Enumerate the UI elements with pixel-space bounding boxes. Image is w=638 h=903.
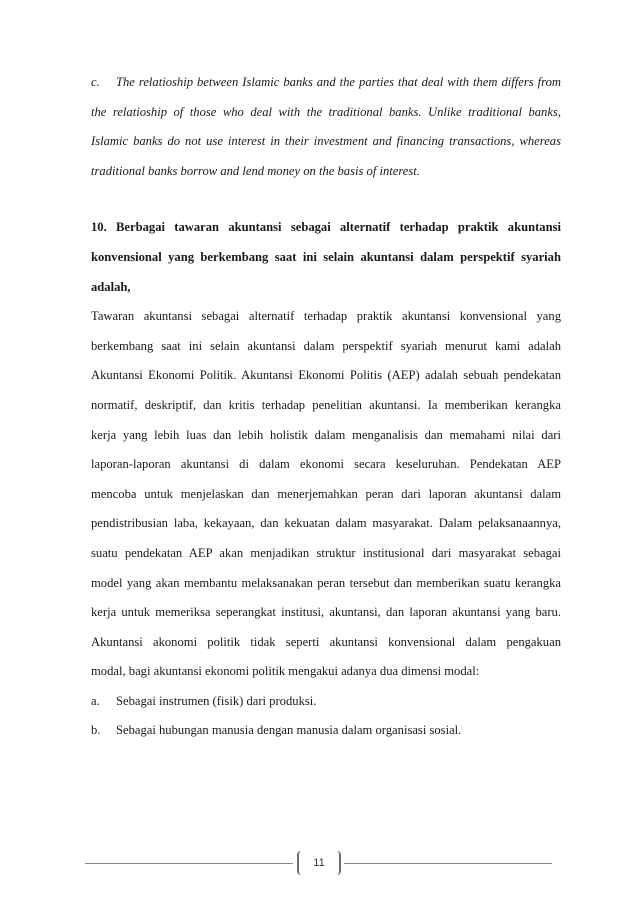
item-c-line-4: traditional banks borrow and lend money on the basis of interest. (91, 163, 420, 178)
answer-line-3: Akuntansi Ekonomi Politik. Akuntansi Ekonomi Politis (AEP) adalah sebuah pendekatan (91, 368, 561, 383)
item-c-line-1 (91, 68, 561, 98)
answer-line-12: Akuntansi akonomi politik tidak seperti akuntansi konvensional dalam pengakuan (91, 634, 561, 649)
answer-line-13: modal, bagi akuntansi ekonomi politik mengakui adanya dua dimensi modal: (91, 664, 480, 679)
item-c-marker: c. (91, 75, 100, 89)
answer-line-4: normatif, deskriptif, dan kritis terhadap penelitian akuntansi. Ia memberikan kerangka (91, 397, 561, 412)
question-10-line-2: konvensional yang berkembang saat ini selain akuntansi dalam perspektif syariah (91, 249, 561, 264)
item-c-line-2: the relatioship of those who deal with the traditional banks. Unlike traditional banks, (91, 104, 561, 119)
answer-line-1: Tawaran akuntansi sebagai alternatif terhadap praktik akuntansi konvensional yang (91, 309, 561, 324)
page-number: 11 (313, 857, 325, 869)
answer-line-6: laporan-laporan akuntansi di dalam ekonomi secara keseluruhan. Pendekatan AEP (91, 457, 561, 472)
list-item-b-marker: b. (91, 723, 101, 738)
answer-line-10: model yang akan membantu melaksanakan peran tersebut dan memberikan suatu kerangka (91, 575, 561, 590)
question-10-line-1: 10. Berbagai tawaran akuntansi sebagai alternatif terhadap praktik akuntansi (91, 220, 561, 235)
footer-rule-left (85, 863, 293, 864)
answer-line-11: kerja untuk memeriksa seperangkat institusi, akuntansi, dan laporan akuntansi yang baru. (91, 605, 561, 620)
item-c-text-1: The relatioship between Islamic banks and the parties that deal with them differs from (116, 75, 561, 89)
answer-line-5: kerja yang lebih luas dan lebih holistik dalam menganalisis dan memahami nilai dari (91, 427, 561, 442)
answer-line-2: berkembang saat ini selain akuntansi dalam perspektif syariah menurut kami adalah (91, 338, 561, 353)
item-c-line-3: Islamic banks do not use interest in their investment and financing transactions, whereas (91, 134, 561, 149)
question-10-line-3: adalah, (91, 279, 131, 294)
footer-rule-right (344, 863, 552, 864)
answer-line-7: mencoba untuk menjelaskan dan menerjemahkan peran dari laporan akuntansi dalam (91, 486, 561, 501)
list-item-b (91, 716, 561, 746)
answer-line-8: pendistribusian laba, kekayaan, dan kekuatan dalam masyarakat. Dalam pelaksanaannya, (91, 516, 561, 531)
section-gap (91, 186, 561, 213)
page-footer (0, 850, 638, 880)
list-item-b-text: Sebagai hubungan manusia dengan manusia dalam organisasi sosial. (116, 723, 462, 738)
list-item-a-marker: a. (91, 693, 100, 708)
list-item-a-text: Sebagai instrumen (fisik) dari produksi. (116, 693, 317, 708)
list-item-a (91, 687, 561, 717)
page-content (91, 68, 561, 746)
answer-line-9: suatu pendekatan AEP akan menjadikan struktur institusional dari masyarakat sebagai (91, 545, 561, 560)
